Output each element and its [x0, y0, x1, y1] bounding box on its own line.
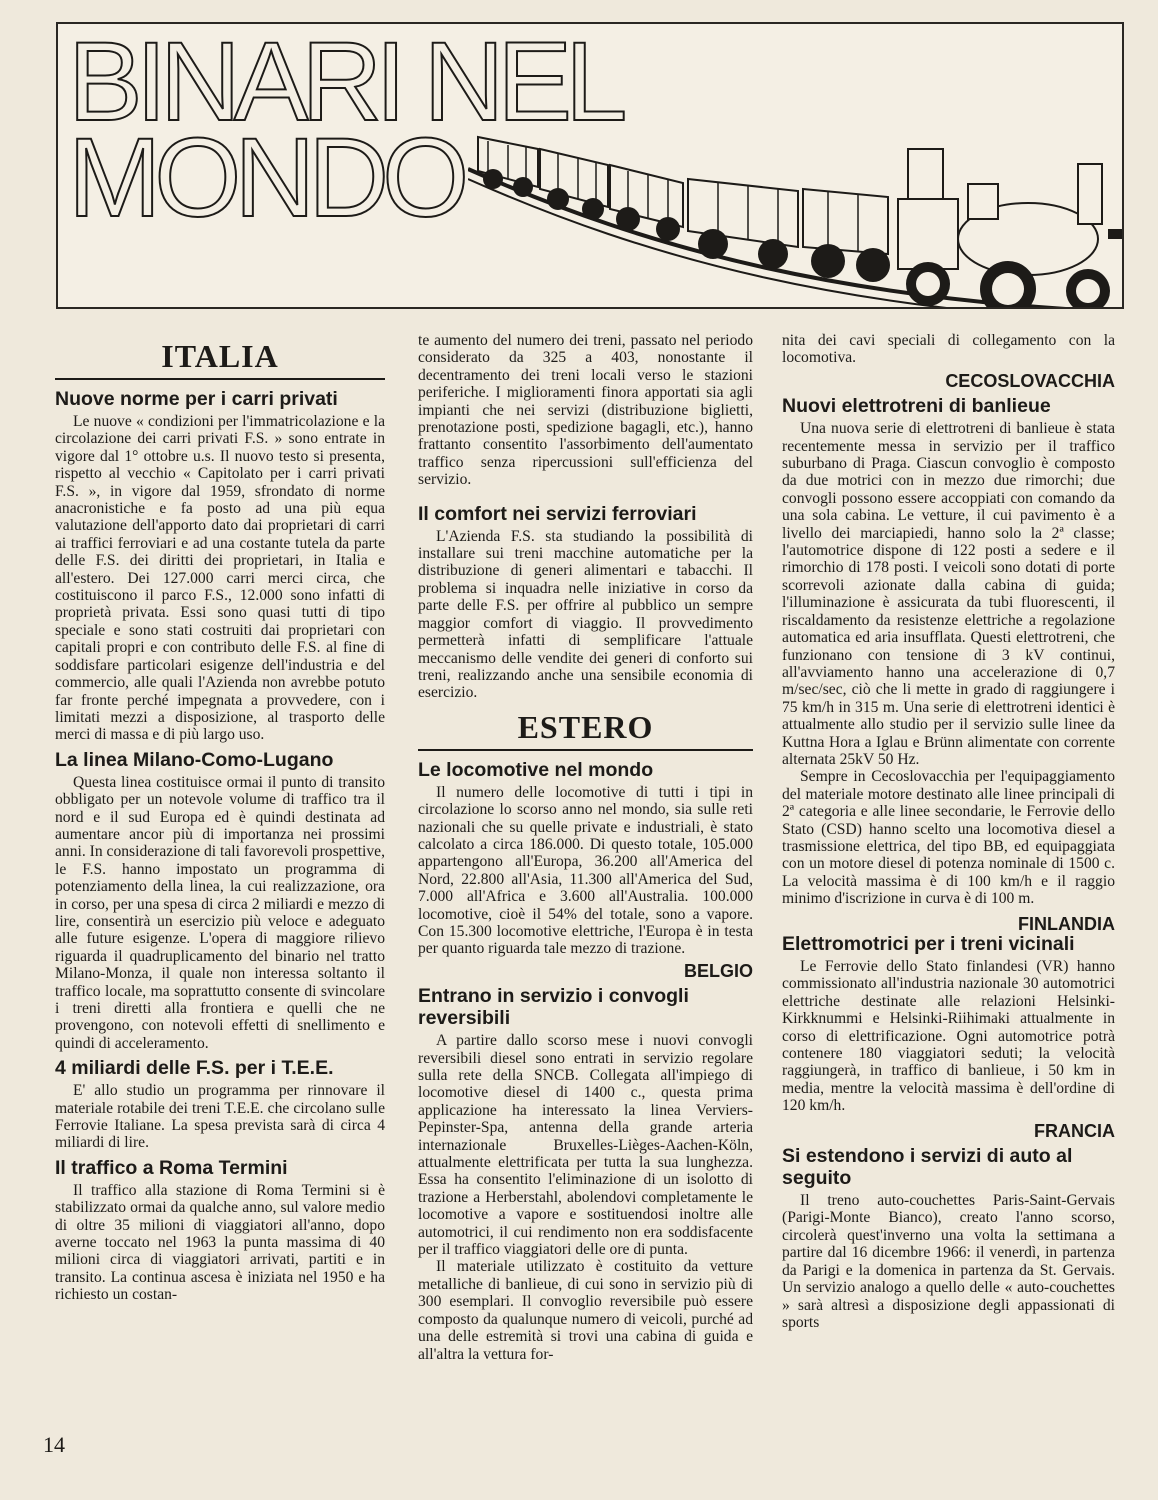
masthead-title-line2: MONDO — [68, 115, 463, 240]
article-body-carri-privati: Le nuove « condizioni per l'immatricolazione e la circolazione dei carri privati F.S. » sono entrate in vigore dal 1° ottobre u.s. Il nuovo testo si presenta, rispetto al vecchio « Capitolato per i carri privati F.S. », in vigore dal 1959, sfrondato di norme anacronistiche e fa posto ad una più equa valutazione dell'apporto dato dai proprietari di carri ai traffici ferroviari e ad una costante tutela da parte delle F.S. dei diritti dei proprietari, in Italia e all'estero. Dei 127.000 carri merci circa, che costituiscono il parco F.S., 12.000 sono infatti di proprietà privata. Essi sono quasi tutti di tipo speciale e sono stati costruiti dai proprietari con capitali propri e con contributo delle F.S. al fine di soddisfare particolari esigenze dell'industria e del commercio, alle quali l'Azienda non avrebbe potuto far fronte perché impegnata a provvedere, con i limitati mezzi a disposizione, al trasporto delle merci di massa e di più largo uso. — [55, 413, 385, 744]
article-body-finlandia: Le Ferrovie dello Stato finlandesi (VR) hanno commissionato all'industria nazionale 30 automotrici elettriche destinate alle relazioni Helsinki-Kirkknummi e Helsinki-Riihimaki attualmente in corso di elettrificazione. Ogni automotrice potrà contenere 180 viaggiatori seduti; la velocità raggiungerà, in traffico di banlieue, i 50 km in media, mentre la velocità massima è dell'ordine di 120 km/h. — [782, 958, 1115, 1115]
headline-milano-como-lugano: La linea Milano-Como-Lugano — [55, 748, 334, 771]
country-label-francia: FRANCIA — [1034, 1120, 1115, 1141]
masthead — [56, 22, 1124, 309]
headline-tee: 4 miliardi delle F.S. per i T.E.E. — [55, 1057, 334, 1080]
article-body-locomotive: Il numero delle locomotive di tutti i tipi in circolazione lo scorso anno nel mondo, sia sulle reti nazionali che su quelle private e industriali, è stato calcolato a circa 186.000. Di questo totale, 105.000 appartengono all'Europa, 36.200 all'America del Nord, 22.800 all'Asia, 11.300 all'America del Sud, 7.000 all'Africa e 3.600 all'Australia. 100.000 locomotive, cioè il 54% del totale, sono a vapore. Con 15.300 locomotive elettriche, l'Europa è in testa per quanto riguarda tale mezzo di trazione. — [418, 783, 753, 958]
column-3 — [782, 332, 1115, 1331]
article-body-francia: Il treno auto-couchettes Paris-Saint-Gervais (Parigi-Monte Bianco), creato l'anno scorso, circolerà quest'inverno una volta la settimana a partire dal 16 dicembre 1966: il venerdì, in partenza da Parigi e la domenica in partenza da St. Gervais. Un servizio analogo a quello delle « auto-couchettes » sarà altresì a disposizione degli appassionati di sports — [782, 1192, 1115, 1331]
country-label-belgio: BELGIO — [683, 960, 753, 981]
headline-francia: Si estendono i servizi di auto al seguito — [782, 1145, 1073, 1190]
article-body-reversibili: A partire dallo scorso mese i nuovi convogli reversibili diesel sono entrati in servizio regolare sulla rete della SNCB. Collegata all'impiego di locomotive diesel di 1400 c., questa prima applicazione ha interessato la linea Verviers-Pepinster-Spa, antenna della grande arteria internazionale Bruxelles-Lièges-Aachen-Köln, attualmente elettrificata per tutta la sua lunghezza. Essa ha consentito l'eliminazione di un isolotto di trazione a Herberstahl, abolendovi completamente le locomotive a vapore e sostituendosi inoltre alle automotrici, il cui rendimento non era soddisfacente per il traffico viaggiatori delle ore di punta. — [418, 1032, 753, 1259]
country-label-finlandia: FINLANDIA — [1018, 913, 1115, 934]
headline-banlieue: Nuovi elettrotreni di banlieue — [782, 395, 1051, 418]
article-body-banlieue-2: Sempre in Cecoslovacchia per l'equipaggiamento del materiale motore destinato alle linee principali di 2ª categoria e alle linee secondarie, le Ferrovie dello Stato (CSD) hanno scelto una locomotiva diesel a trasmissione elettrica, del tipo BB, ed equipaggiata con un motore diesel di potenza nominale di 1500 c. La velocità massima è di 100 km/h e il raggio minimo d'iscrizione in curva è di 100 m. — [782, 768, 1115, 908]
article-body-reversibili-cont: nita dei cavi speciali di collegamento con la locomotiva. — [782, 332, 1115, 367]
column-1 — [55, 325, 385, 1304]
article-body-tee: E' allo studio un programma per rinnovare il materiale rotabile dei treni T.E.E. che circolano sulle Ferrovie Italiane. La spesa prevista sarà di circa 4 miliardi di lire. — [55, 1082, 385, 1152]
headline-roma-termini: Il traffico a Roma Termini — [55, 1156, 288, 1179]
headline-reversibili: Entrano in servizio i convogli reversibili — [418, 985, 689, 1030]
article-body-milano-como-lugano: Questa linea costituisce ormai il punto di transito obbligato per un notevole volume di traffico tra il nord e il sud Europa ed è quindi destinata ad aumentare ancor più di importanza nei prossimi anni. In considerazione di tali favorevoli prospettive, le F.S. hanno impostato un programma di potenziamento della linea, la cui realizzazione, ora in corso, per una spesa di circa 2 miliardi e mezzo di lire, consentirà un esercizio più veloce e adeguato alle future esigenze. L'opera di maggiore rilievo riguarda il quadruplicamento del binario nel tratto Milano-Monza, il quale non interessa soltanto il traffico locale, ma soprattutto consente di svincolare i treni diretti alla frontiera e quelli che ne provengono, con notevoli effetti di snellimento e quindi di acceleramento. — [55, 773, 385, 1052]
article-body-roma-termini: Il traffico alla stazione di Roma Termini si è stabilizzato ormai da qualche anno, sul valore medio di oltre 35 milioni di viaggiatori all'anno, dopo averne toccato nel 1963 la punta massima di 40 milioni circa di viaggiatori arrivati, partiti e in transito. La continua ascesa è iniziata nel 1950 e ha richiesto un costan- — [55, 1181, 385, 1304]
section-rule — [55, 378, 385, 380]
section-rule — [418, 749, 753, 751]
headline-locomotive: Le locomotive nel mondo — [418, 758, 654, 781]
country-label-cecoslovacchia: CECOSLOVACCHIA — [945, 370, 1115, 391]
article-body-roma-termini-cont: te aumento del numero dei treni, passato nel periodo considerato da 325 a 403, nonostante il decentramento dei treni locali verso le stazioni periferiche. I miglioramenti finora apportati sia agli impianti che nei servizi (distribuzione biglietti, prenotazione posti, spedizione bagagli, etc.), hanno frattanto consentito l'assorbimento dell'aumentato traffico senza ripercussioni sull'efficienza del servizio. — [418, 332, 753, 489]
train-illustration — [468, 79, 1124, 309]
headline-finlandia: Elettromotrici per i treni vicinali — [782, 933, 1075, 955]
masthead-title-line1: BINARI NEL — [68, 22, 621, 144]
section-title-estero: ESTERO — [517, 708, 654, 745]
section-title-italia: ITALIA — [161, 338, 279, 374]
page-number: 14 — [43, 1432, 65, 1457]
column-2 — [418, 332, 753, 1363]
article-body-comfort: L'Azienda F.S. sta studiando la possibilità di installare sui treni macchine automatiche per la distribuzione di generi alimentari e tabacchi. Il problema si inquadra nelle iniziative in corso da parte delle F.S. per offrire al pubblico un sempre maggior comfort di viaggio. Il provvedimento permetterà infatti di semplificare l'attuale meccanismo delle vendite dei generi di conforto sui treni, realizzando anche una sensibile economia di esercizio. — [418, 527, 753, 702]
article-body-banlieue: Una nuova serie di elettrotreni di banlieue è stata recentemente messa in servizio per il traffico suburbano di Praga. Ciascun convoglio è composto da due motrici con in mezzo due rimorchi; due convogli possono essere accoppiati con comando da una sola cabina. Le vetture, il cui pavimento è a livello dei marciapiedi, hanno solo la 2ª classe; l'automotrice dispone di 122 posti a sedere e il rimorchio di 178 posti. I veicoli sono dotati di porte scorrevoli azionate dalla cabina di guida; l'illuminazione è assicurata da tubi fluorescenti, il riscaldamento da resistenze elettriche a regolazione automatica ed aria insufflata. Questi elettrotreni, che funzionano con tensione di 3 kV continui, all'avviamento hanno una accelerazione di 0,7 m/sec/sec, ciò che li mette in grado di raggiungere i 75 km/h in 315 m. Una serie di elettrotreni identici è attualmente allo studio per il servizio sulle linee da Kuttna Hora a Iglau e Brünn alimentate con corrente alternata 25kV 50 Hz. — [782, 420, 1115, 768]
headline-carri-privati: Nuove norme per i carri privati — [55, 388, 338, 410]
headline-comfort: Il comfort nei servizi ferroviari — [418, 502, 697, 525]
article-body-reversibili-2: Il materiale utilizzato è costituito da vetture metalliche di banlieue, di cui sono in servizio più di 300 esemplari. Il convoglio reversibile può essere composto da qualunque numero di veicoli, purché ad una delle estremità si trovi una cabina di guida e all'altra la vettura for- — [418, 1258, 753, 1363]
